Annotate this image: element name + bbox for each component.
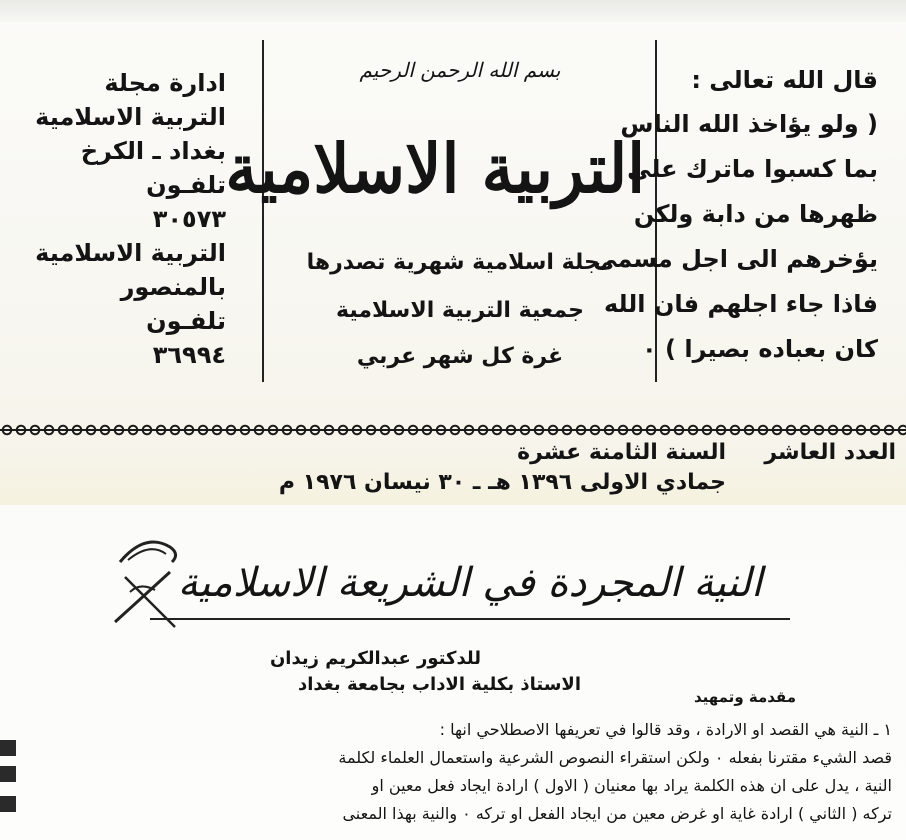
- verse-line: كان بعباده بصيرا ) ٠: [642, 335, 878, 363]
- contact-line: تلفـون: [146, 171, 226, 199]
- page-edge-mark: [0, 766, 16, 782]
- verse-column: [593, 58, 878, 372]
- contact-line: ادارة مجلة: [104, 69, 226, 97]
- contact-line: بغداد ـ الكرخ: [80, 137, 226, 165]
- page-edge-mark: [0, 740, 16, 756]
- masthead-subtitle: مجلة اسلامية شهرية تصدرها: [306, 250, 614, 275]
- publisher-contact-column: [35, 66, 226, 372]
- verse-line: بما كسبوا ماترك على: [627, 155, 878, 183]
- masthead-subtitle: جمعية التربية الاسلامية: [336, 298, 584, 323]
- issue-date: جمادي الاولى ١٣٩٦ هـ ـ ٣٠ نيسان ١٩٧٦ م: [278, 470, 726, 495]
- issue-number: العدد العاشر: [764, 440, 896, 465]
- ornamental-chain: [0, 423, 906, 437]
- section-heading: مقدمة وتمهيد: [693, 688, 796, 706]
- contact-line: التربية الاسلامية: [35, 239, 226, 267]
- contact-line: ٣٦٩٩٤: [152, 341, 226, 369]
- contact-line: التربية الاسلامية: [35, 103, 226, 131]
- article-title: النية المجردة في الشريعة الاسلامية: [177, 560, 763, 606]
- verse-line: يؤخرهم الى اجل مسمى: [593, 245, 878, 273]
- verse-line: قال الله تعالى :: [691, 66, 878, 94]
- masthead-title: التربية الاسلامية: [225, 130, 645, 209]
- page-edge-mark: [0, 796, 16, 812]
- body-line: النية ، يدل على ان هذه الكلمة يراد بها معنيان ( الاول ) ارادة ايجاد فعل معين او: [371, 776, 892, 795]
- body-line: تركه ( الثاني ) ارادة غاية او غرض معين من ايجاد الفعل او تركه ٠ والنية بهذا المعنى: [342, 804, 892, 823]
- body-line: قصد الشيء مقترنا بفعله ٠ ولكن استقراء النصوص الشرعية واستعمال العلماء لكلمة: [338, 748, 892, 767]
- verse-line: ( ولو يؤاخذ الله الناس: [620, 110, 878, 138]
- body-line: ١ ـ النية هي القصد او الارادة ، وقد قالوا في تعريفها الاصطلاحي انها :: [439, 720, 892, 739]
- masthead-subtitle: غرة كل شهر عربي: [356, 344, 564, 369]
- issue-year: السنة الثامنة عشرة: [517, 440, 726, 465]
- basmala: بسم الله الرحمن الرحيم: [359, 58, 561, 82]
- verse-line: فاذا جاء اجلهم فان الله: [603, 290, 878, 318]
- contact-line: تلفـون: [146, 307, 226, 335]
- scan-edge: [0, 0, 906, 22]
- contact-line: بالمنصور: [120, 273, 226, 301]
- verse-line: ظهرها من دابة ولكن: [633, 200, 878, 228]
- contact-line: ٣٠٥٧٣: [152, 205, 226, 233]
- title-underline: [150, 618, 790, 620]
- author-title: الاستاذ بكلية الاداب بجامعة بغداد: [297, 674, 581, 695]
- author-name: للدكتور عبدالكريم زيدان: [269, 648, 481, 669]
